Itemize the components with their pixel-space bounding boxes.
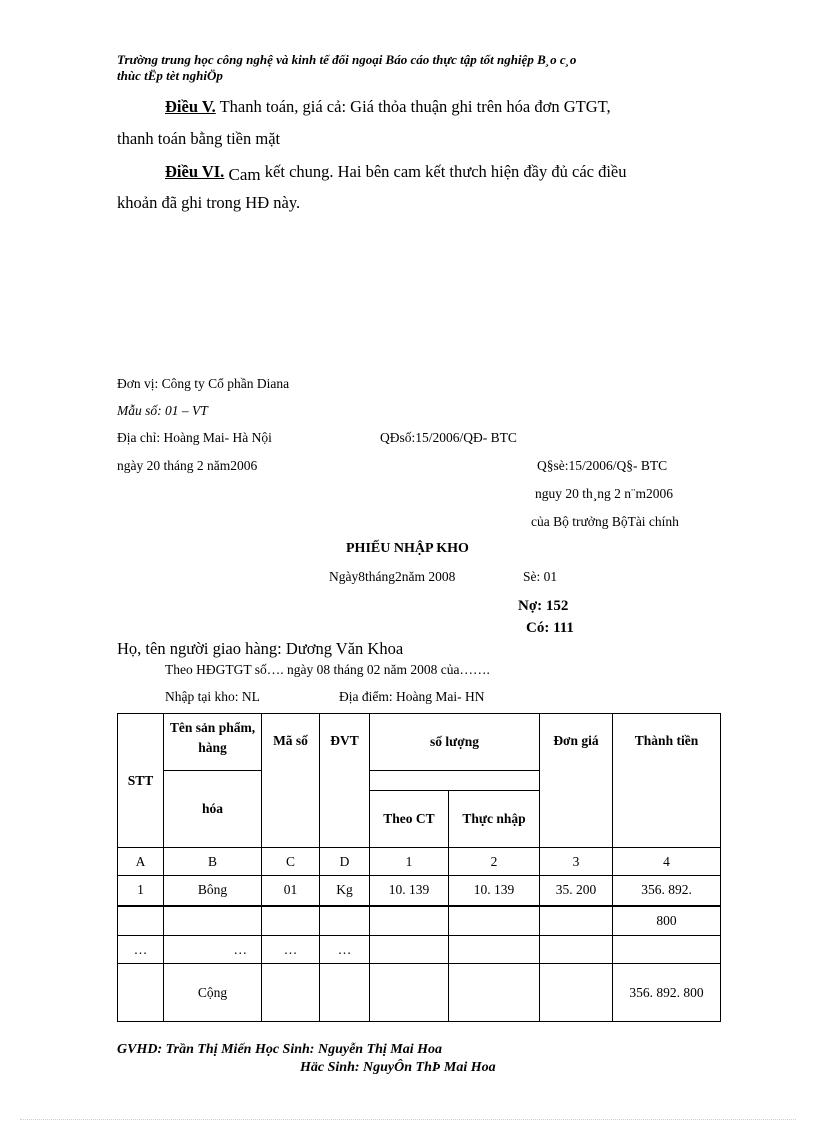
row1-amount-cont: 800 [613,906,721,936]
article-5-text1: Thanh toán, giá cả: Giá thỏa thuận ghi trên hóa đơn GTGT, [215,97,611,116]
ellipsis-cell: … [262,936,320,964]
header-code: Mã số [262,714,320,848]
receipt-table [117,713,721,1022]
footer-line1: GVHD: Trần Thị Miến Học Sinh: Nguyễn Thị Mai Hoa [117,1042,443,1057]
credit-account: Có: 111 [526,620,574,636]
header-product-name-cont: hóa [164,771,262,848]
decision-date-1: ngày 20 tháng 2 năm2006 [117,458,258,473]
table-row-total [118,964,721,1022]
article-5-label: Điều V. [165,97,216,116]
header-product-name: Tên sản phẩm, hàng [164,714,262,771]
location: Địa điểm: Hoàng Mai- HN [339,689,485,704]
code-cell: C [262,848,320,876]
row1-unit: Kg [320,876,370,906]
code-cell: 1 [370,848,449,876]
table-header-row [118,714,721,771]
table-row-ellipsis [118,936,721,964]
row1-product: Bông [164,876,262,906]
page-bottom-border [20,1119,796,1120]
code-cell: 3 [540,848,613,876]
article-5-line1 [165,92,611,122]
code-cell: 2 [449,848,540,876]
page-title: PHIẾU NHẬP KHO [346,541,469,556]
table-row-codes [118,848,721,876]
ellipsis-cell: … [118,936,164,964]
table-row [118,876,721,906]
decision-number-1: QĐsố:15/2006/QĐ- BTC [380,430,517,445]
footer-line2: Häc Sinh: NguyÔn ThÞ Mai Hoa [300,1060,496,1075]
ellipsis-cell: … [164,936,262,964]
header-unit: ĐVT [320,714,370,848]
row1-qty-doc: 10. 139 [370,876,449,906]
report-header-line2: thùc tËp tèt nghiÖp [117,68,223,83]
header-amount: Thành tiền [613,714,721,848]
form-number: Mẫu số: 01 – VT [117,403,208,418]
header-per-document: Theo CT [370,791,449,848]
warehouse: Nhập tại kho: NL [165,689,260,704]
article-6-text1a: Cam [224,165,261,184]
row1-code: 01 [262,876,320,906]
row1-amount: 356. 892. [613,876,721,906]
receipt-date: Ngày8tháng2năm 2008 [329,569,456,584]
receipt-number: Sè: 01 [523,569,558,584]
header-quantity: số lượng [370,714,540,771]
decision-number-2: Q§sè:15/2006/Q§- BTC [537,458,668,473]
deliverer-name: Họ, tên người giao hàng: Dương Văn Khoa [117,639,404,658]
total-value: 356. 892. 800 [613,964,721,1022]
article-6-line1 [165,157,627,187]
code-cell: 4 [613,848,721,876]
row1-qty-actual: 10. 139 [449,876,540,906]
article-6-label: Điều VI. [165,162,225,181]
unit-name: Đơn vị: Công ty Cổ phần Diana [117,376,290,391]
report-header-line1: Trường trung học công nghệ và kinh tế đối ngoại Báo cáo thực tập tốt nghiệp B¸o c¸o [117,52,577,67]
row1-unit-price: 35. 200 [540,876,613,906]
code-cell: D [320,848,370,876]
unit-address: Địa chỉ: Hoàng Mai- Hà Nội [117,430,272,445]
ellipsis-cell: … [320,936,370,964]
code-cell: B [164,848,262,876]
row1-stt: 1 [118,876,164,906]
article-5-line2: thanh toán bằng tiền mặt [117,129,281,148]
table-row-continued [118,906,721,936]
header-quantity-spacer [370,771,540,791]
header-actual: Thực nhập [449,791,540,848]
header-unit-price: Đơn giá [540,714,613,848]
decision-date-2: nguy 20 th¸ng 2 n¨m2006 [535,486,673,501]
header-stt: STT [118,714,164,848]
total-label: Cộng [164,964,262,1022]
article-6-line2: khoản đã ghi trong HĐ này. [117,193,301,212]
code-cell: A [118,848,164,876]
debit-account: Nợ: 152 [518,598,569,614]
article-6-text1b: kết chung. Hai bên cam kết thưch hiện đầy đủ các điều [260,162,627,181]
decision-issuer: của Bộ trưởng BộTài chính [531,514,679,529]
invoice-reference: Theo HĐGTGT số…. ngày 08 tháng 02 năm 2008 của……. [165,662,490,677]
